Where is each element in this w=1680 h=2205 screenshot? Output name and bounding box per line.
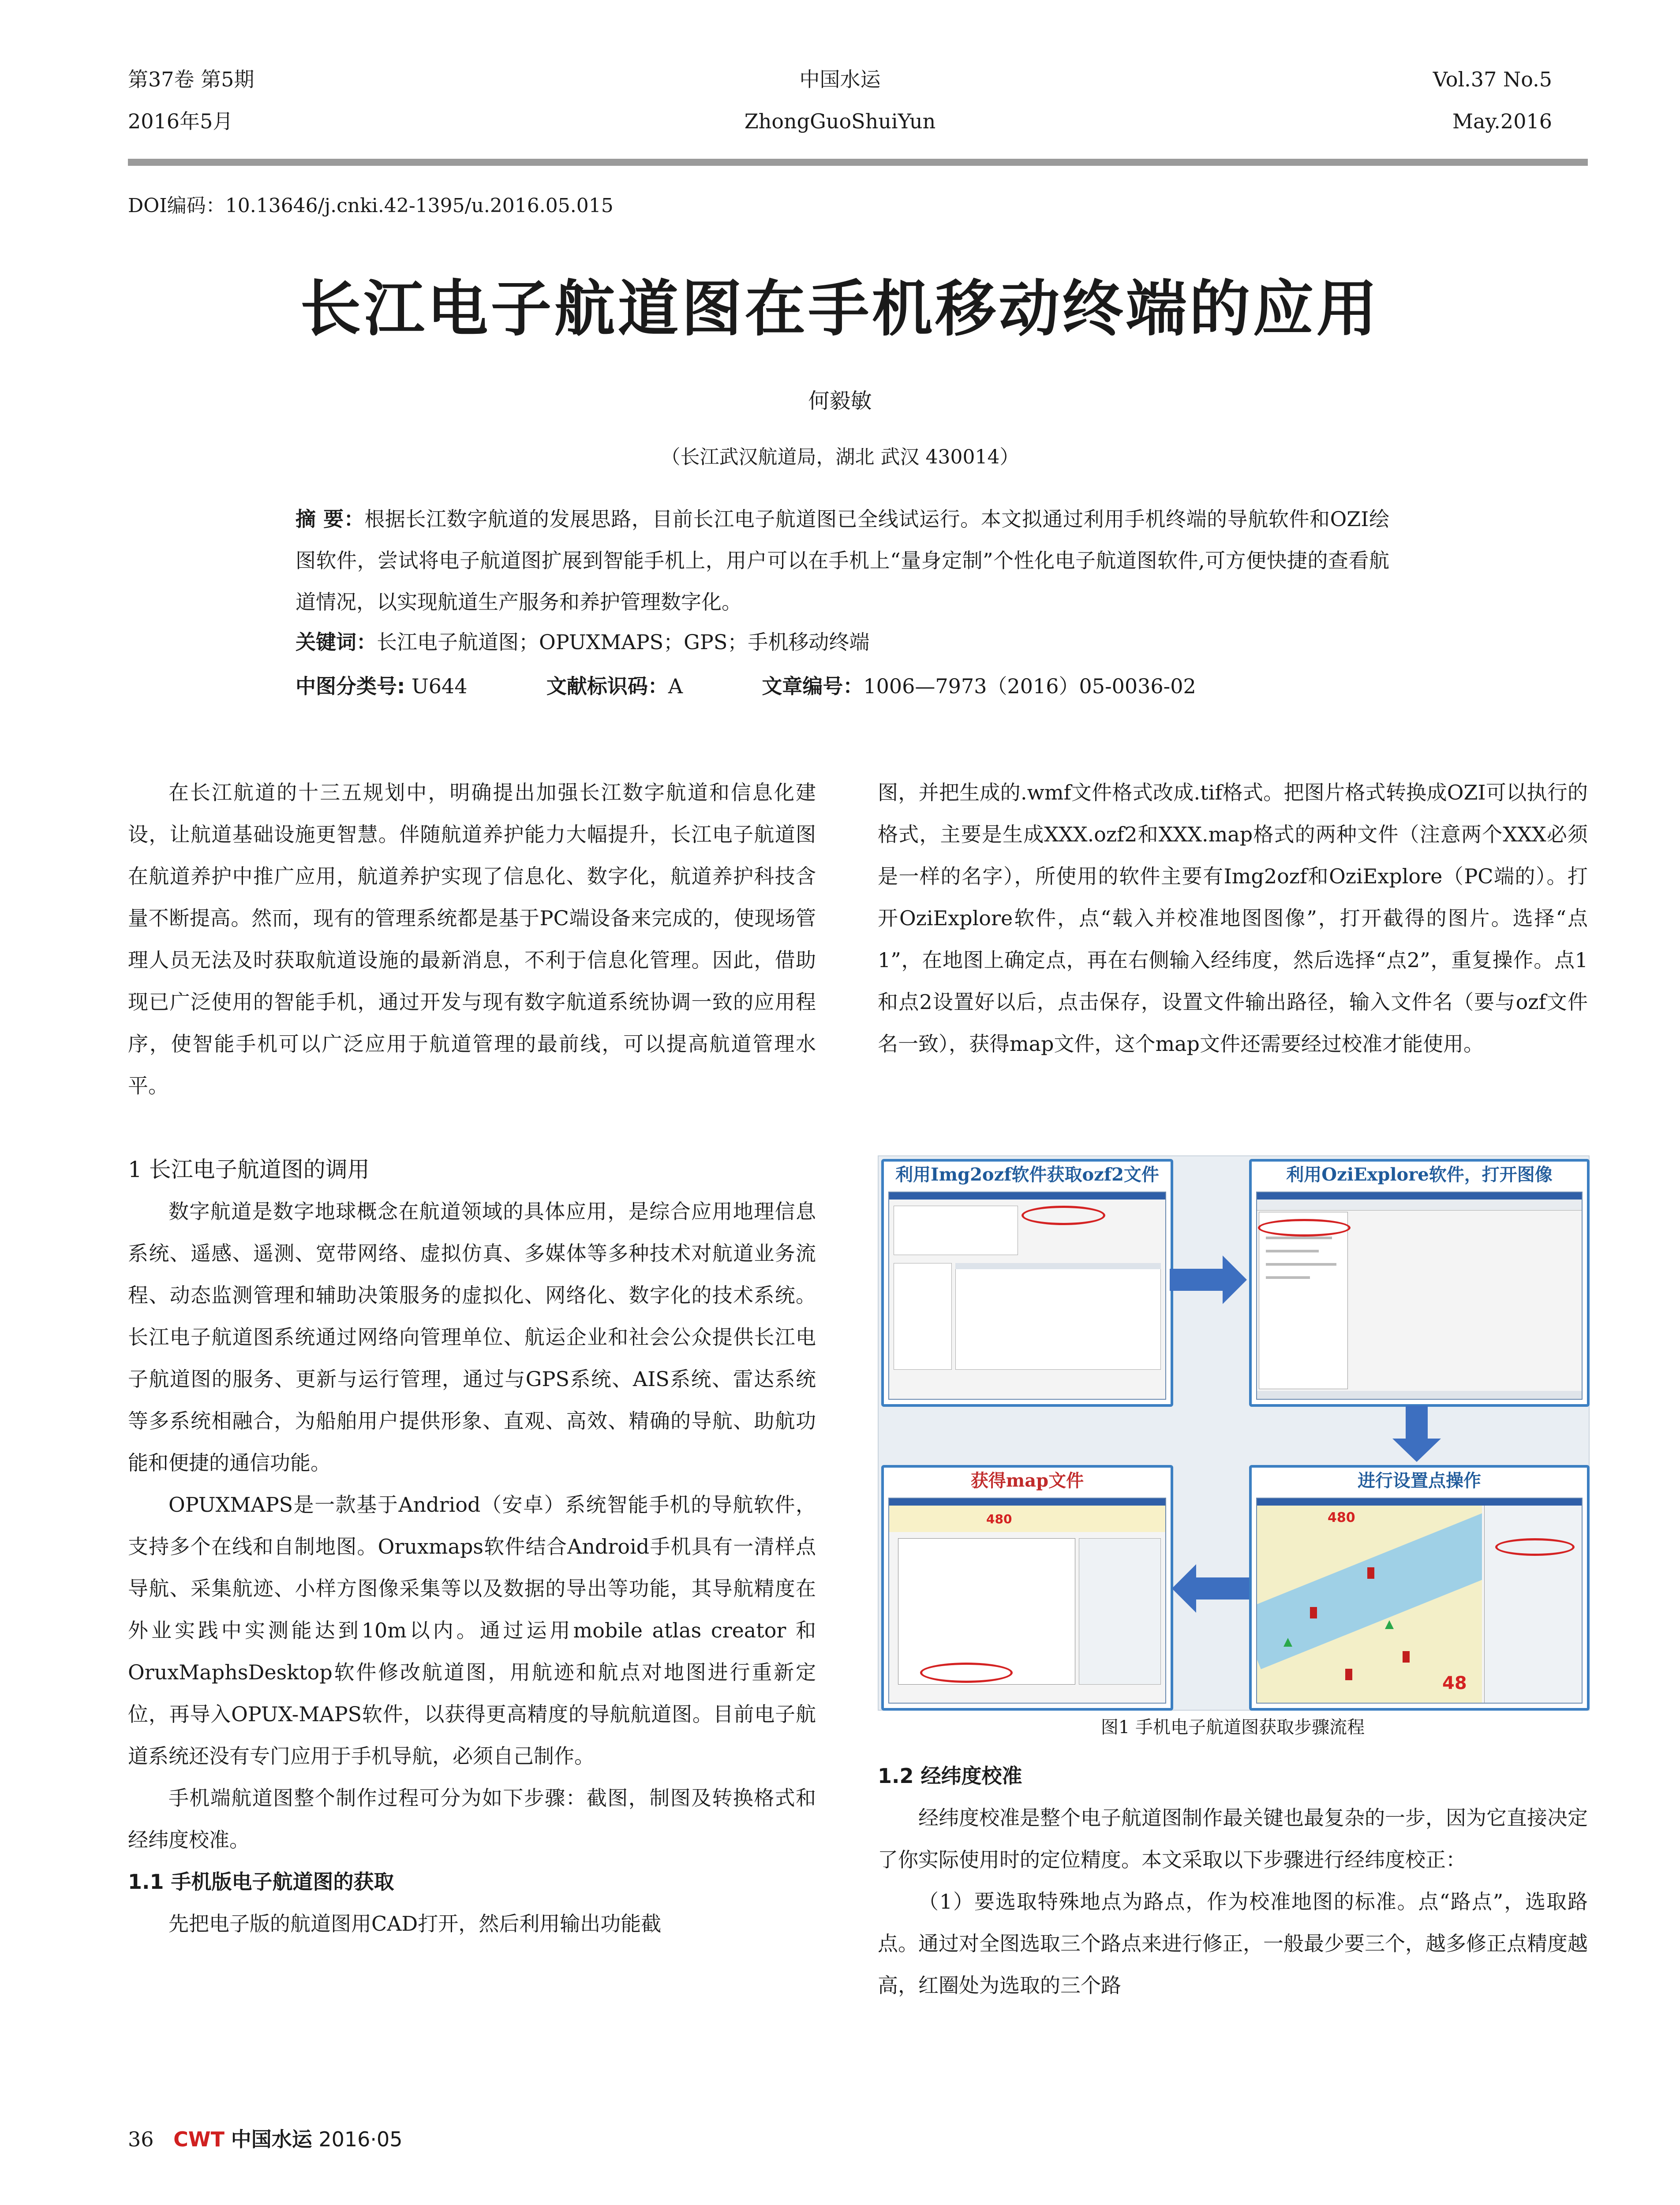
panel-title: 进行设置点操作 [1358,1470,1481,1491]
header-journal: 中国水运 [799,67,881,91]
doi: DOI编码：10.13646/j.cnki.42-1395/u.2016.05.015 [128,194,614,217]
header-date: 2016年5月 [128,109,233,133]
section-heading: 1 长江电子航道图的调用 [128,1157,370,1182]
article-number-label: 文章编号： [762,674,864,698]
keywords [296,626,869,655]
header-journal-pinyin: ZhongGuoShuiYun [744,109,936,133]
right-column-top [878,772,1588,1065]
doc-code-label: 文献标识码： [546,674,668,698]
paragraph: 经纬度校准是整个电子航道图制作最关键也最复杂的一步，因为它直接决定了你实际使用时的定位精度。本文采取以下步骤进行经纬度校正： [878,1806,1588,1872]
header-rule [128,159,1588,166]
affiliation: （长江武汉航道局，湖北 武汉 430014） [661,446,1019,468]
abstract-label: 摘 要： [296,507,365,531]
keywords-label: 关键词： [296,630,377,654]
article-number-value: 1006—7973（2016）05-0036-02 [863,674,1196,698]
footer [128,2123,403,2153]
map-label: 48 [1442,1673,1467,1693]
classification [296,670,1196,699]
arrow-left-icon [1170,1562,1249,1615]
figure-panel-map-file [881,1465,1173,1711]
paragraph: 图，并把生成的.wmf文件格式改成.tif格式。把图片格式转换成OZI可以执行的格式，主要是生成XXX.ozf2和XXX.map格式的两种文件（注意两个XXX必须是一样的名字），所使用的软件主要有Img2ozf和OziExplore（PC端的）。打开OziExplore软件，点“载入并校准地图图像”，打开截得的图片。选择“点1”，在地图上确定点，再在右侧输入经纬度，然后选择“点2”，重复操作。点1和点2设置好以后，点击保存，设置文件输出路径，输入文件名（要与ozf文件名一致），获得map文件，这个map文件还需要经过校准才能使用。 [878,781,1588,1056]
brand-logo: CWT [173,2127,225,2151]
screenshot-window [1256,1498,1583,1704]
left-column [128,772,816,1945]
figure-panel-oziexplore [1249,1159,1590,1407]
header-volume-en: Vol.37 No.5 [1433,67,1552,91]
header-volume: 第37卷 第5期 [128,67,254,91]
panel-title: 利用OziExplore软件，打开图像 [1286,1164,1553,1185]
map-label: 480 [1328,1510,1355,1525]
screenshot-window [888,1192,1166,1400]
paragraph: 手机端航道图整个制作过程可分为如下步骤：截图，制图及转换格式和经纬度校准。 [128,1786,816,1852]
figure-panel-img2ozf [881,1159,1173,1407]
figure-panel-set-points [1249,1465,1590,1711]
clc-value: U644 [412,674,468,698]
paper-title: 长江电子航道图在手机移动终端的应用 [300,273,1380,344]
paragraph: （1）要选取特殊地点为路点，作为校准地图的标准。点“路点”，选取路点。通过对全图选取三个路点来进行修正，一般最少要三个，越多修正点精度越高，红圈处为选取的三个路 [878,1890,1588,1997]
paragraph: 数字航道是数字地球概念在航道领域的具体应用，是综合应用地理信息系统、遥感、遥测、宽带网络、虚拟仿真、多媒体等多种技术对航道业务流程、动态监测管理和辅助决策服务的虚拟化、网络化、数字化的技术系统。长江电子航道图系统通过网络向管理单位、航运企业和社会公众提供长江电子航道图的服务、更新与运行管理，通过与GPS系统、AIS系统、雷达系统等多系统相融合，为船舶用户提供形象、直观、高效、精确的导航、助航功能和便捷的通信功能。 [128,1200,816,1475]
header-date-en: May.2016 [1452,109,1552,133]
abstract-text: 根据长江数字航道的发展思路，目前长江电子航道图已全线试运行。本文拟通过利用手机终端的导航软件和OZI绘图软件，尝试将电子航道图扩展到智能手机上，用户可以在手机上“量身定制”个性化电子航道图软件,可方便快捷的查看航道情况，以实现航道生产服务和养护管理数字化。 [296,507,1389,614]
right-column-bottom [878,1755,1588,2007]
paragraph: 先把电子版的航道图用CAD打开，然后利用输出功能截 [168,1912,662,1936]
map-label: 480 [986,1512,1012,1526]
paragraph: 在长江航道的十三五规划中，明确提出加强长江数字航道和信息化建设，让航道基础设施更智慧。伴随航道养护能力大幅提升，长江电子航道图在航道养护中推广应用，航道养护实现了信息化、数字化，航道养护科技含量不断提高。然而，现有的管理系统都是基于PC端设备来完成的，使现场管理人员无法及时获取航道设施的最新消息，不利于信息化管理。因此，借助现已广泛使用的智能手机，通过开发与现有数字航道系统协调一致的应用程序，使智能手机可以广泛应用于航道管理的最前线，可以提高航道管理水平。 [128,781,816,1098]
doc-code-value: A [668,674,683,698]
screenshot-window [1256,1192,1583,1400]
page-number: 36 [128,2127,154,2151]
panel-title: 获得map文件 [970,1470,1084,1491]
footer-issue: 2016·05 [318,2127,403,2151]
arrow-right-icon [1170,1253,1249,1306]
arrow-down-icon [1390,1405,1443,1463]
author: 何毅敏 [808,389,872,413]
paragraph: OPUXMAPS是一款基于Andriod（安卓）系统智能手机的导航软件，支持多个在线和自制地图。Oruxmaps软件结合Android手机具有一清样点导航、采集航迹、小样方图像采集等以及数据的导出等功能，其导航精度在外业实践中实测能达到10m以内。通过运用mobile atlas creator 和OruxMaphsDesktop软件修改航道图，用航迹和航点对地图进行重新定位，再导入OPUX-MAPS软件，以获得更高精度的导航航道图。目前电子航道系统还没有专门应用于手机导航，必须自己制作。 [128,1493,816,1768]
figure-1 [878,1155,1590,1711]
abstract [296,498,1389,623]
panel-title: 利用Img2ozf软件获取ozf2文件 [895,1164,1159,1185]
subsection-heading: 1.2 经纬度校准 [878,1764,1022,1788]
keywords-text: 长江电子航道图；OPUXMAPS；GPS；手机移动终端 [377,630,870,654]
clc-label: 中图分类号: [296,674,405,698]
footer-journal: 中国水运 [231,2127,312,2151]
subsection-heading: 1.1 手机版电子航道图的获取 [128,1870,394,1894]
figure-caption: 图1 手机电子航道图获取步骤流程 [1100,1717,1365,1738]
screenshot-window [888,1498,1166,1704]
